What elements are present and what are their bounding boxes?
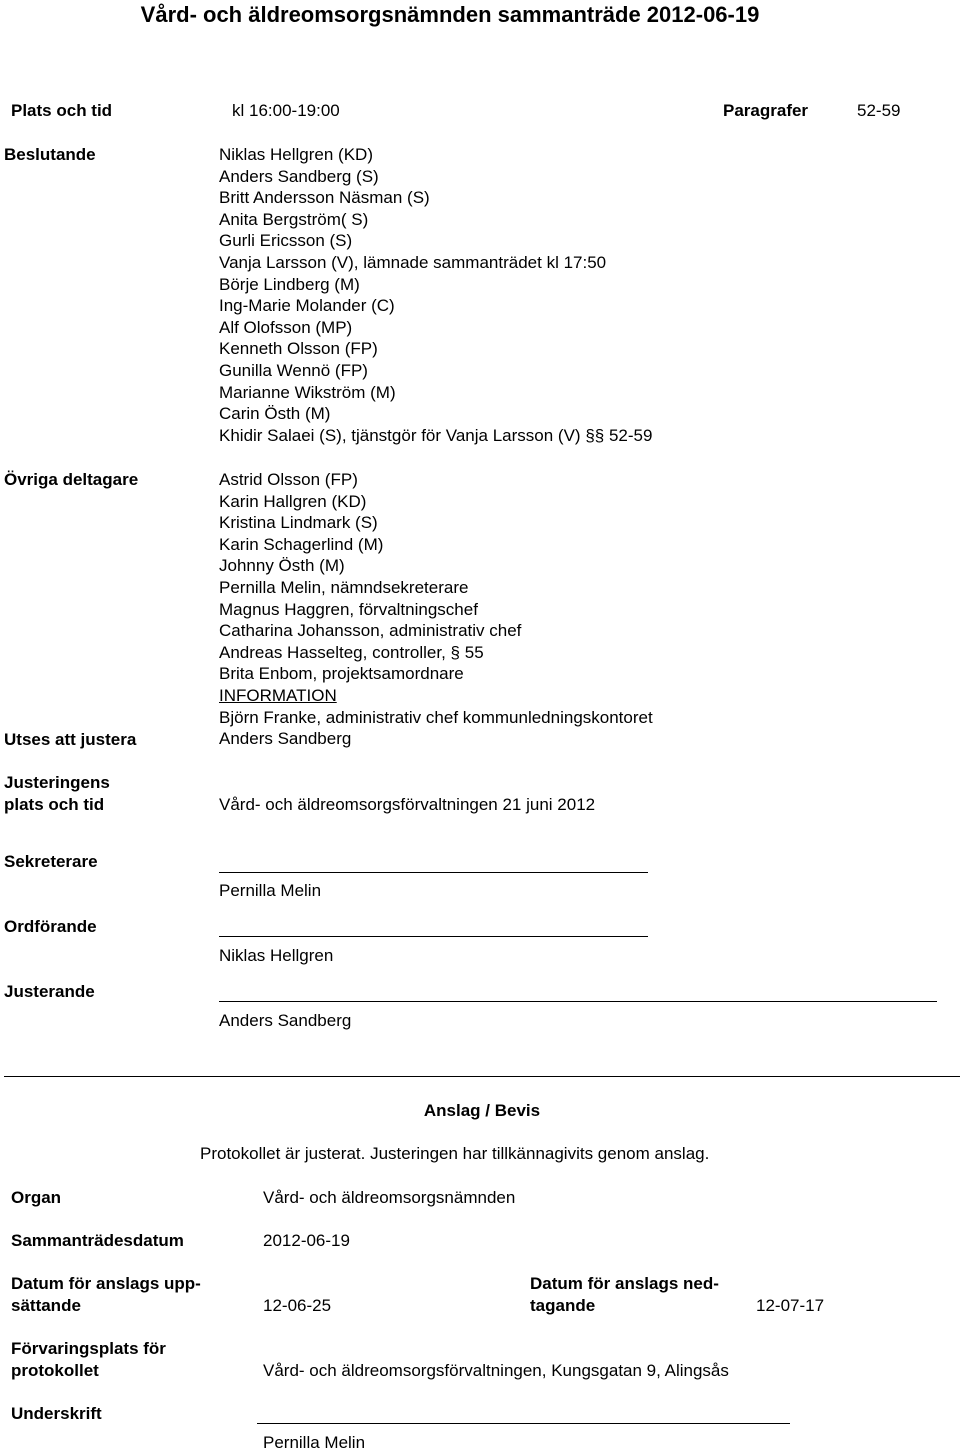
signing-adjuster-name: Anders Sandberg [219,1011,352,1030]
posting-date-label-2: sättande [11,1296,81,1315]
list-item: Johnny Östh (M) [219,556,345,576]
section-divider [4,1076,960,1077]
list-item: Magnus Haggren, förvaltningschef [219,599,478,619]
controller-paragraph: 55 [464,642,484,662]
list-item: Ing-Marie Molander (C) [219,296,395,316]
list-item: Gurli Ericsson (S) [219,231,353,251]
list-item: Carin Östh (M) [219,404,331,424]
adjustment-place-label-2: plats och tid [4,795,105,814]
paragraphs-value: 52-59 [857,101,901,120]
secretary-signature-line [219,872,648,873]
chair-signature-line [219,936,648,937]
adjuster-label: Utses att justera [4,730,137,749]
list-item: Alf Olofsson (MP) [219,317,353,337]
other-participants-list [219,469,653,750]
decision-makers-list [219,144,652,446]
list-item: Vanja Larsson (V), lämnade sammanträdet kl 17:50 [219,252,607,272]
removal-date-value: 12-07-17 [756,1296,825,1315]
list-item: Björn Franke, administrativ chef kommunledningskontoret [219,707,653,727]
list-item-substitute [219,425,652,447]
chair-name: Niklas Hellgren [219,946,334,965]
other-participants-label: Övriga deltagare [4,470,139,489]
removal-date-label-1: Datum för anslags ned- [530,1274,719,1293]
notice-statement: Protokollet är justerat. Justeringen har tillkännagivits genom anslag. [200,1144,710,1163]
chair-label: Ordförande [4,917,97,936]
list-item: Britt Andersson Näsman (S) [219,188,430,208]
posting-date-value: 12-06-25 [263,1296,332,1315]
place-time-value: kl 16:00-19:00 [232,101,340,120]
list-item: Marianne Wikström (M) [219,382,396,402]
list-item: Brita Enbom, projektsamordnare [219,664,464,684]
substitute-paragraphs: 52-59 [608,425,653,445]
organ-label: Organ [11,1188,62,1207]
meeting-date-value: 2012-06-19 [263,1231,350,1250]
storage-label-2: protokollet [11,1361,99,1380]
list-item-controller [219,642,653,664]
list-item: Börje Lindberg (M) [219,274,360,294]
page-title: Vård- och äldreomsorgsnämnden sammanträde 2012-06-19 [140,2,760,27]
secretary-name: Pernilla Melin [219,881,322,900]
substitute-text: Khidir Salaei (S), tjänstgör för Vanja Larsson (V) [219,425,581,445]
paragraphs-label: Paragrafer [723,101,809,120]
list-item: Kristina Lindmark (S) [219,513,378,533]
storage-label-1: Förvaringsplats för [11,1339,166,1358]
list-item: Pernilla Melin, nämndsekreterare [219,577,469,597]
meeting-date-label: Sammanträdesdatum [11,1231,184,1250]
controller-text: Andreas Hasselteg, controller, [219,642,446,662]
list-item: Catharina Johansson, administrativ chef [219,621,522,641]
storage-value: Vård- och äldreomsorgsförvaltningen, Kungsgatan 9, Alingsås [263,1361,729,1380]
adjustment-place-label-1: Justeringens [4,773,110,792]
signing-adjuster-label: Justerande [4,982,95,1001]
adjustment-place-value: Vård- och äldreomsorgsförvaltningen 21 juni 2012 [219,795,596,814]
signature-label: Underskrift [11,1404,102,1423]
notice-signature-line [257,1423,790,1424]
list-item: Anders Sandberg (S) [219,166,379,186]
list-item: Kenneth Olsson (FP) [219,339,378,359]
decision-makers-label: Beslutande [4,145,96,164]
list-item: Niklas Hellgren (KD) [219,145,373,164]
secretary-label: Sekreterare [4,852,98,871]
list-item: Anita Bergström( S) [219,209,369,229]
posting-date-label-1: Datum för anslags upp- [11,1274,201,1293]
place-time-label: Plats och tid [11,101,113,120]
removal-date-label-2: tagande [530,1296,596,1315]
paragraph-symbol: §§ [585,425,605,445]
adjuster-value: Anders Sandberg [219,729,352,749]
adjuster-signature-line [219,1001,937,1002]
paragraph-symbol: § [450,642,460,662]
organ-value: Vård- och äldreomsorgsnämnden [263,1188,516,1207]
list-item: Gunilla Wennö (FP) [219,360,368,380]
list-item: Karin Schagerlind (M) [219,534,384,554]
notice-heading: Anslag / Bevis [423,1101,541,1120]
list-item: Karin Hallgren (KD) [219,491,367,511]
list-item: Astrid Olsson (FP) [219,470,358,489]
signature-name: Pernilla Melin [263,1433,366,1452]
information-heading: INFORMATION [219,685,337,705]
